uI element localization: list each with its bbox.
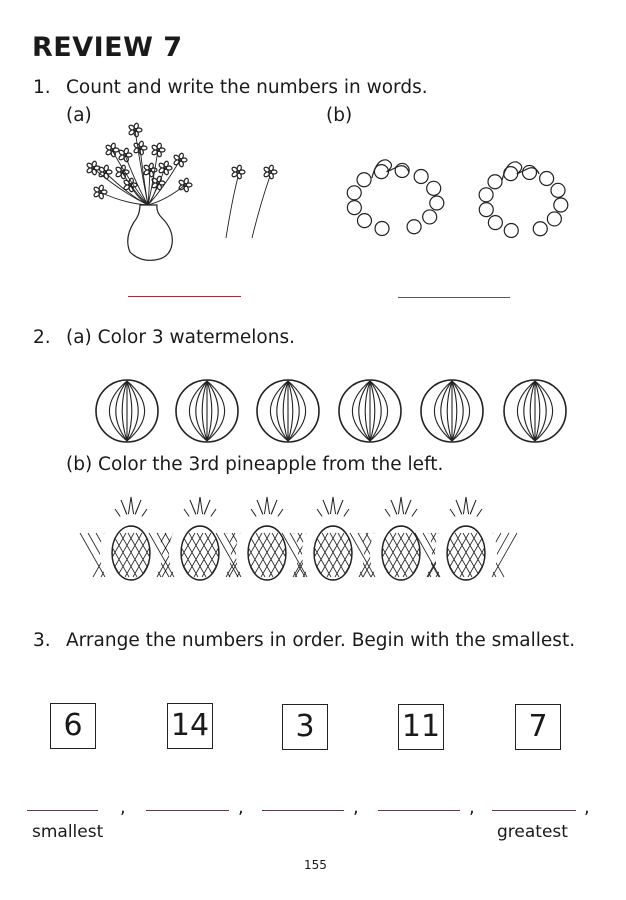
question-1-text: Count and write the numbers in words. bbox=[66, 77, 428, 98]
number-box: 7 bbox=[515, 704, 561, 750]
bead bbox=[551, 183, 565, 197]
bead bbox=[430, 196, 444, 210]
answer-line-1b[interactable] bbox=[398, 297, 510, 298]
bead-necklaces-illustration bbox=[0, 0, 626, 300]
question-2-number: 2. bbox=[33, 327, 51, 348]
bead bbox=[488, 216, 502, 230]
page-number: 155 bbox=[304, 858, 327, 872]
question-3-number: 3. bbox=[33, 630, 51, 651]
bead bbox=[427, 181, 441, 195]
question-3-text: Arrange the numbers in order. Begin with the smallest. bbox=[66, 630, 576, 651]
bead bbox=[479, 188, 493, 202]
bead bbox=[547, 212, 561, 226]
order-answer-line-4[interactable] bbox=[378, 810, 460, 811]
question-1-number: 1. bbox=[33, 77, 51, 98]
bead bbox=[347, 186, 361, 200]
watermelon[interactable] bbox=[504, 380, 566, 442]
number-box: 3 bbox=[282, 704, 328, 750]
watermelon[interactable] bbox=[96, 380, 158, 442]
answer-line-1a[interactable] bbox=[128, 296, 241, 297]
question-2b-text: (b) Color the 3rd pineapple from the left. bbox=[66, 454, 444, 475]
smallest-label: smallest bbox=[32, 822, 104, 842]
watermelons-row bbox=[0, 370, 626, 460]
necklace-string bbox=[502, 162, 539, 180]
page-title: REVIEW 7 bbox=[32, 32, 183, 63]
bead bbox=[554, 198, 568, 212]
bead bbox=[375, 222, 389, 236]
watermelon[interactable] bbox=[257, 380, 319, 442]
bead bbox=[423, 210, 437, 224]
pineapple[interactable] bbox=[149, 497, 251, 586]
bead bbox=[533, 222, 547, 236]
bead bbox=[414, 170, 428, 184]
watermelon[interactable] bbox=[339, 380, 401, 442]
number-box: 14 bbox=[167, 703, 213, 749]
pineapples-row bbox=[0, 495, 626, 590]
bead bbox=[540, 172, 554, 186]
order-answer-line-1[interactable] bbox=[27, 810, 98, 811]
pineapple[interactable] bbox=[80, 497, 182, 586]
bead bbox=[357, 173, 371, 187]
greatest-label: greatest bbox=[497, 822, 568, 842]
comma: , bbox=[469, 797, 475, 818]
order-answer-line-5[interactable] bbox=[492, 810, 576, 811]
bead bbox=[488, 175, 502, 189]
bead bbox=[407, 220, 421, 234]
order-answer-line-3[interactable] bbox=[262, 810, 344, 811]
bead bbox=[479, 203, 493, 217]
bead bbox=[357, 214, 371, 228]
watermelon[interactable] bbox=[421, 380, 483, 442]
necklace-string bbox=[372, 160, 409, 178]
question-2a-text: (a) Color 3 watermelons. bbox=[66, 327, 295, 348]
bead bbox=[347, 201, 361, 215]
watermelon[interactable] bbox=[176, 380, 238, 442]
comma: , bbox=[584, 797, 590, 818]
bead bbox=[504, 224, 518, 238]
question-1b-label: (b) bbox=[326, 105, 353, 126]
order-answer-line-2[interactable] bbox=[146, 810, 229, 811]
comma: , bbox=[353, 797, 359, 818]
number-box: 6 bbox=[50, 703, 96, 749]
comma: , bbox=[238, 797, 244, 818]
question-1a-label: (a) bbox=[66, 105, 92, 126]
number-box: 11 bbox=[398, 704, 444, 750]
comma: , bbox=[120, 797, 126, 818]
